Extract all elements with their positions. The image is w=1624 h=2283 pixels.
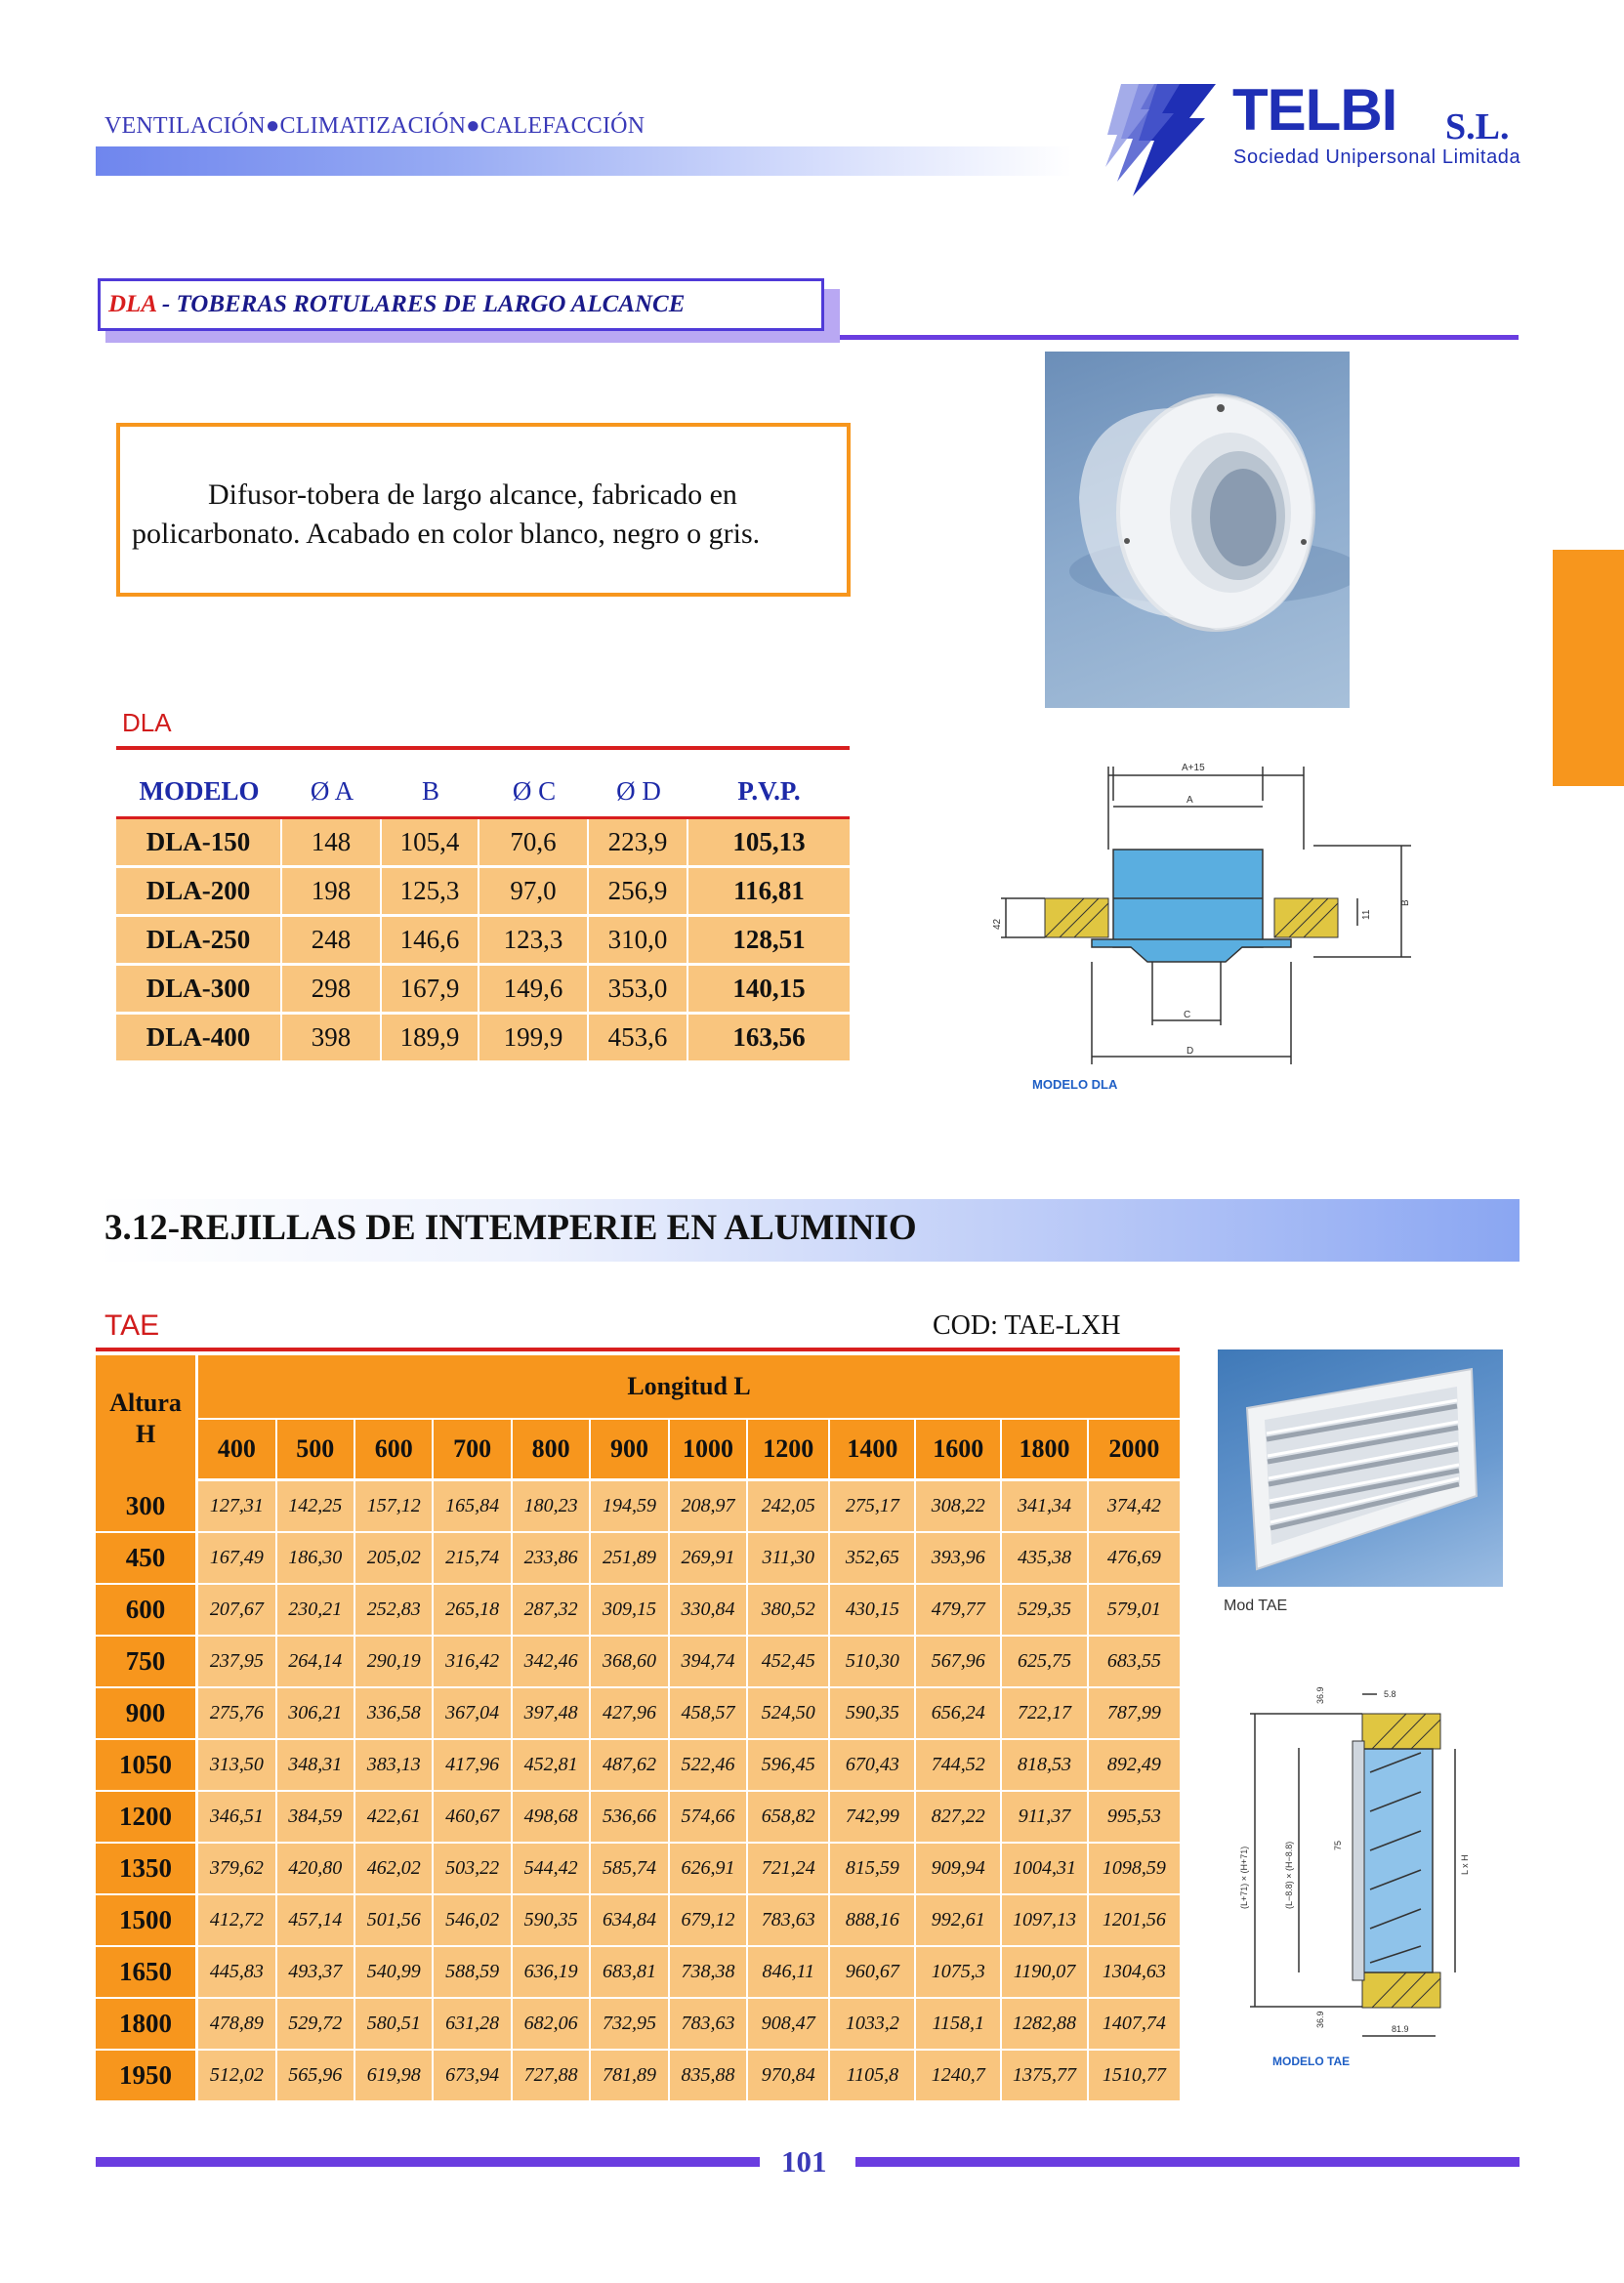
price-cell: 476,69 [1089,1533,1180,1585]
length-header: 1400 [830,1420,916,1481]
height-cell: 750 [96,1637,198,1688]
dim-a: A [1187,795,1193,806]
price-cell: 909,94 [916,1844,1002,1895]
section-underline [840,335,1519,340]
dim-58: 5.8 [1384,1689,1396,1699]
price-cell: 908,47 [748,1999,830,2051]
tae-code: COD: TAE-LXH [933,1310,1121,1341]
tae-table-row [96,1999,1180,2051]
price-cell: 524,50 [748,1688,830,1740]
dla-table-row [116,966,850,1015]
price-cell: 1282,88 [1002,1999,1089,2051]
price-cell: 460,67 [434,1792,512,1844]
footer-bar-right [855,2157,1520,2167]
height-cell: 1950 [96,2051,198,2102]
price-cell: 348,31 [277,1740,355,1792]
col-header: Ø D [589,766,688,819]
price-cell: 634,84 [591,1895,669,1947]
price-cell: 233,86 [513,1533,591,1585]
price-cell: 165,84 [434,1481,512,1533]
price-cell: 625,75 [1002,1637,1089,1688]
price-cell: 682,06 [513,1999,591,2051]
dla-table-label: DLA [122,708,172,737]
tae-drawing-caption: MODELO TAE [1272,2055,1351,2068]
price-cell: 445,83 [198,1947,276,1999]
price-cell: 503,22 [434,1844,512,1895]
price-cell: 417,96 [434,1740,512,1792]
length-header: 1800 [1002,1420,1089,1481]
price-cell: 721,24 [748,1844,830,1895]
height-cell: 1800 [96,1999,198,2051]
dla-table-row [116,819,850,868]
price-cell: 397,48 [513,1688,591,1740]
price-cell: 313,50 [198,1740,276,1792]
tae-technical-drawing [1226,1675,1499,2075]
price-cell: 540,99 [355,1947,434,1999]
price-cell: 230,21 [277,1585,355,1637]
price-cell: 127,31 [198,1481,276,1533]
dla-header-row [116,766,850,819]
length-header: 1600 [916,1420,1002,1481]
price-cell: 636,19 [513,1947,591,1999]
price-cell: 269,91 [670,1533,748,1585]
price-cell: 346,51 [198,1792,276,1844]
dim-d: D [1187,1046,1194,1057]
price-cell: 892,49 [1089,1740,1180,1792]
price-cell: 846,11 [748,1947,830,1999]
altura-sub: H [135,1419,156,1448]
dim-l88: (L−8.8) × (H−8.8) [1284,1841,1294,1909]
price-cell: 265,18 [434,1585,512,1637]
price-cell: 522,46 [670,1740,748,1792]
price-cell: 384,59 [277,1792,355,1844]
dla-dim-cell: 146,6 [382,917,479,966]
dla-description: Difusor-tobera de largo alcance, fabricado en policarbonato. Acabado en color blanco, negro o gris. [116,423,851,597]
dim-819: 81.9 [1392,2024,1409,2034]
price-cell: 205,02 [355,1533,434,1585]
dla-drawing-caption: MODELO DLA [1032,1077,1118,1092]
tae-table-row [96,1792,1180,1844]
dim-c: C [1184,1010,1191,1020]
price-cell: 1158,1 [916,1999,1002,2051]
dim-369-bottom: 36.9 [1315,2011,1325,2028]
price-cell: 252,83 [355,1585,434,1637]
length-header: 900 [591,1420,669,1481]
price-cell: 658,82 [748,1792,830,1844]
length-header: 800 [513,1420,591,1481]
price-cell: 316,42 [434,1637,512,1688]
dla-model-cell: DLA-400 [116,1015,282,1063]
tae-table-row [96,1533,1180,1585]
page-number: 101 [781,2144,827,2179]
length-header: 2000 [1089,1420,1180,1481]
dla-price-cell: 116,81 [688,868,850,917]
dla-title-text: - TOBERAS ROTULARES DE LARGO ALCANCE [155,291,686,317]
dim-42: 42 [992,918,1003,930]
price-cell: 565,96 [277,2051,355,2102]
dla-price-cell: 128,51 [688,917,850,966]
price-cell: 596,45 [748,1740,830,1792]
dla-price-cell: 163,56 [688,1015,850,1063]
price-cell: 275,17 [830,1481,916,1533]
price-cell: 512,02 [198,2051,276,2102]
dla-section-title [98,278,824,331]
price-cell: 590,35 [830,1688,916,1740]
price-cell: 452,81 [513,1740,591,1792]
price-cell: 815,59 [830,1844,916,1895]
dla-code: DLA [108,291,156,317]
price-cell: 656,24 [916,1688,1002,1740]
price-cell: 970,84 [748,2051,830,2102]
price-cell: 1375,77 [1002,2051,1089,2102]
dla-model-cell: DLA-250 [116,917,282,966]
dim-369-top: 36.9 [1315,1686,1325,1704]
height-cell: 1650 [96,1947,198,1999]
price-cell: 722,17 [1002,1688,1089,1740]
price-cell: 744,52 [916,1740,1002,1792]
height-cell: 1050 [96,1740,198,1792]
tae-table-topline [96,1348,1180,1351]
price-cell: 487,62 [591,1740,669,1792]
price-cell: 1240,7 [916,2051,1002,2102]
price-cell: 462,02 [355,1844,434,1895]
dla-dim-cell: 123,3 [479,917,589,966]
tae-header-row [96,1355,1180,1420]
price-cell: 1201,56 [1089,1895,1180,1947]
price-cell: 1097,13 [1002,1895,1089,1947]
price-cell: 510,30 [830,1637,916,1688]
price-cell: 1033,2 [830,1999,916,2051]
price-cell: 1105,8 [830,2051,916,2102]
dla-dim-cell: 223,9 [589,819,688,868]
price-cell: 157,12 [355,1481,434,1533]
length-header: 700 [434,1420,512,1481]
price-cell: 393,96 [916,1533,1002,1585]
price-cell: 275,76 [198,1688,276,1740]
tae-photo-caption: Mod TAE [1224,1598,1288,1614]
price-cell: 383,13 [355,1740,434,1792]
price-cell: 306,21 [277,1688,355,1740]
price-cell: 580,51 [355,1999,434,2051]
price-cell: 341,34 [1002,1481,1089,1533]
side-tab-marker [1553,550,1624,786]
price-cell: 368,60 [591,1637,669,1688]
height-cell: 450 [96,1533,198,1585]
tae-table-row [96,1740,1180,1792]
price-cell: 732,95 [591,1999,669,2051]
dla-dim-cell: 256,9 [589,868,688,917]
price-cell: 960,67 [830,1947,916,1999]
price-cell: 673,94 [434,2051,512,2102]
col-header: MODELO [116,766,282,819]
longitud-header: Longitud L [198,1355,1180,1420]
price-cell: 194,59 [591,1481,669,1533]
dim-lh: L x H [1460,1854,1470,1875]
dla-dim-cell: 167,9 [382,966,479,1015]
price-cell: 1407,74 [1089,1999,1180,2051]
price-cell: 167,49 [198,1533,276,1585]
tae-price-table [96,1355,1180,2102]
height-cell: 300 [96,1481,198,1533]
dla-dim-cell: 189,9 [382,1015,479,1063]
price-cell: 835,88 [670,2051,748,2102]
price-cell: 911,37 [1002,1792,1089,1844]
dla-model-cell: DLA-150 [116,819,282,868]
price-cell: 379,62 [198,1844,276,1895]
price-cell: 309,15 [591,1585,669,1637]
price-cell: 1304,63 [1089,1947,1180,1999]
dim-b: B [1400,899,1411,906]
dla-dim-cell: 125,3 [382,868,479,917]
price-cell: 412,72 [198,1895,276,1947]
price-cell: 478,89 [198,1999,276,2051]
price-cell: 420,80 [277,1844,355,1895]
height-cell: 1200 [96,1792,198,1844]
price-cell: 180,23 [513,1481,591,1533]
price-cell: 574,66 [670,1792,748,1844]
price-cell: 493,37 [277,1947,355,1999]
tae-table-row [96,1947,1180,1999]
dla-dim-cell: 353,0 [589,966,688,1015]
height-cell: 1350 [96,1844,198,1895]
price-cell: 264,14 [277,1637,355,1688]
price-cell: 336,58 [355,1688,434,1740]
dla-product-photo [1045,352,1350,708]
dla-dim-cell: 298 [282,966,382,1015]
price-cell: 430,15 [830,1585,916,1637]
price-cell: 1510,77 [1089,2051,1180,2102]
price-cell: 783,63 [748,1895,830,1947]
price-cell: 142,25 [277,1481,355,1533]
altura-header [96,1355,198,1481]
dla-table [116,766,850,1063]
dim-75: 75 [1333,1840,1343,1850]
price-cell: 536,66 [591,1792,669,1844]
price-cell: 590,35 [513,1895,591,1947]
price-cell: 242,05 [748,1481,830,1533]
tae-table-row [96,1895,1180,1947]
price-cell: 208,97 [670,1481,748,1533]
tae-table-row [96,1844,1180,1895]
dla-price-cell: 105,13 [688,819,850,868]
tae-product-photo [1218,1349,1503,1587]
price-cell: 827,22 [916,1792,1002,1844]
col-header: Ø C [479,766,589,819]
altura-label: Altura [109,1388,182,1417]
price-cell: 631,28 [434,1999,512,2051]
price-cell: 352,65 [830,1533,916,1585]
price-cell: 995,53 [1089,1792,1180,1844]
dla-dim-cell: 105,4 [382,819,479,868]
grille-illustration [1218,1349,1503,1587]
price-cell: 251,89 [591,1533,669,1585]
price-cell: 738,38 [670,1947,748,1999]
price-cell: 619,98 [355,2051,434,2102]
dla-dim-cell: 70,6 [479,819,589,868]
price-cell: 783,63 [670,1999,748,2051]
col-header: Ø A [282,766,382,819]
header-gradient-bar [96,146,1072,176]
price-cell: 567,96 [916,1637,1002,1688]
price-cell: 670,43 [830,1740,916,1792]
dla-dim-cell: 199,9 [479,1015,589,1063]
price-cell: 367,04 [434,1688,512,1740]
section-312-title: 3.12-REJILLAS DE INTEMPERIE EN ALUMINIO [104,1208,917,1248]
price-cell: 546,02 [434,1895,512,1947]
price-cell: 529,72 [277,1999,355,2051]
price-cell: 679,12 [670,1895,748,1947]
price-cell: 435,38 [1002,1533,1089,1585]
price-cell: 311,30 [748,1533,830,1585]
dim-11: 11 [1361,909,1372,920]
dla-table-row [116,1015,850,1063]
header-tagline: VENTILACIÓN●CLIMATIZACIÓN●CALEFACCIÓN [104,113,645,139]
length-header: 1000 [670,1420,748,1481]
price-cell: 588,59 [434,1947,512,1999]
price-cell: 1004,31 [1002,1844,1089,1895]
price-cell: 626,91 [670,1844,748,1895]
dla-dim-cell: 310,0 [589,917,688,966]
dla-dim-cell: 97,0 [479,868,589,917]
price-cell: 186,30 [277,1533,355,1585]
price-cell: 888,16 [830,1895,916,1947]
dla-table-row [116,868,850,917]
nozzle-illustration [1045,352,1350,708]
price-cell: 683,81 [591,1947,669,1999]
price-cell: 498,68 [513,1792,591,1844]
height-cell: 900 [96,1688,198,1740]
price-cell: 374,42 [1089,1481,1180,1533]
length-header: 1200 [748,1420,830,1481]
logo-subtitle: Sociedad Unipersonal Limitada [1233,146,1521,168]
dla-dim-cell: 198 [282,868,382,917]
lightning-logo-icon [1103,84,1216,196]
height-cell: 600 [96,1585,198,1637]
price-cell: 579,01 [1089,1585,1180,1637]
price-cell: 452,45 [748,1637,830,1688]
col-header: B [382,766,479,819]
footer-bar-left [96,2157,760,2167]
price-cell: 742,99 [830,1792,916,1844]
price-cell: 529,35 [1002,1585,1089,1637]
dim-l71: (L+71) × (H+71) [1239,1846,1249,1909]
tae-lengths-row [96,1420,1180,1481]
price-cell: 422,61 [355,1792,434,1844]
price-cell: 290,19 [355,1637,434,1688]
dla-table-row [116,917,850,966]
price-cell: 207,67 [198,1585,276,1637]
dla-technical-drawing [986,752,1426,1103]
dla-model-cell: DLA-300 [116,966,282,1015]
tae-label: TAE [104,1309,160,1342]
length-header: 400 [198,1420,276,1481]
dla-table-topline [116,746,850,750]
col-header: P.V.P. [688,766,850,819]
price-cell: 818,53 [1002,1740,1089,1792]
price-cell: 1075,3 [916,1947,1002,1999]
tae-table-row [96,1481,1180,1533]
price-cell: 237,95 [198,1637,276,1688]
price-cell: 787,99 [1089,1688,1180,1740]
logo-suffix: S.L. [1445,106,1510,147]
tae-table-row [96,1688,1180,1740]
price-cell: 683,55 [1089,1637,1180,1688]
price-cell: 1098,59 [1089,1844,1180,1895]
price-cell: 585,74 [591,1844,669,1895]
price-cell: 457,14 [277,1895,355,1947]
dla-dim-cell: 453,6 [589,1015,688,1063]
dla-price-cell: 140,15 [688,966,850,1015]
price-cell: 479,77 [916,1585,1002,1637]
dla-model-cell: DLA-200 [116,868,282,917]
price-cell: 781,89 [591,2051,669,2102]
dla-dim-cell: 149,6 [479,966,589,1015]
price-cell: 330,84 [670,1585,748,1637]
dim-a15: A+15 [1182,763,1205,773]
price-cell: 215,74 [434,1533,512,1585]
price-cell: 992,61 [916,1895,1002,1947]
dla-dim-cell: 248 [282,917,382,966]
price-cell: 727,88 [513,2051,591,2102]
tae-table-row [96,2051,1180,2102]
price-cell: 394,74 [670,1637,748,1688]
price-cell: 380,52 [748,1585,830,1637]
logo-name: TELBI [1232,77,1397,143]
price-cell: 501,56 [355,1895,434,1947]
price-cell: 544,42 [513,1844,591,1895]
price-cell: 1190,07 [1002,1947,1089,1999]
price-cell: 342,46 [513,1637,591,1688]
dla-dim-cell: 398 [282,1015,382,1063]
length-header: 500 [277,1420,355,1481]
price-cell: 458,57 [670,1688,748,1740]
length-header: 600 [355,1420,434,1481]
tae-table-row [96,1585,1180,1637]
height-cell: 1500 [96,1895,198,1947]
price-cell: 427,96 [591,1688,669,1740]
price-cell: 287,32 [513,1585,591,1637]
tae-table-row [96,1637,1180,1688]
dla-dim-cell: 148 [282,819,382,868]
price-cell: 308,22 [916,1481,1002,1533]
